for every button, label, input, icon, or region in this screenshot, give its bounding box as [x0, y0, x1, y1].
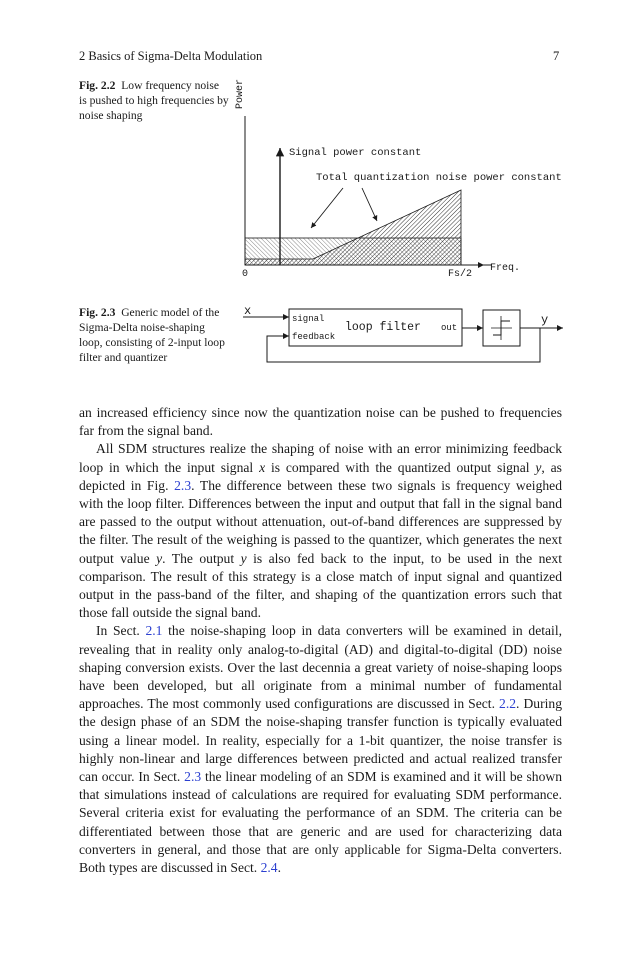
fig-2-2-caption: [79, 78, 229, 123]
output-y-label: y: [541, 313, 549, 327]
input-x-label: x: [244, 304, 252, 318]
paragraph-2: All SDM structures realize the shaping of noise with an error minimizing feedback loop in which the input signal x is compared with the quantized output signal y, as depicted in Fig. 2.3. The difference between these two signals is frequency weighed with the loop filter. Differences between the input and output that fall in the signal band are passed to the output without attenuation, out-of-band differences are suppressed by the filter. The result of the weighing is passed to the quantizer, which generates the next output value y. The output y is also fed back to the input, to be used in the next comparison. The result of this strategy is a close match of input signal and quantized output in the pass-band of the filter, and shaping of the quantization errors such that those fall outside the signal band.: [79, 441, 562, 621]
sect-ref-link[interactable]: 2.3: [184, 769, 202, 785]
fig-2-2-label: Fig. 2.2: [79, 79, 116, 92]
fig-2-2-caption-text: Low frequency noise is pushed to high frequencies by noise shaping: [79, 79, 229, 122]
out-port-label: out: [441, 323, 458, 333]
signal-power-label: Signal power constant: [289, 147, 422, 159]
sect-ref-link[interactable]: 2.1: [145, 623, 163, 639]
loop-block-diagram: [235, 300, 570, 370]
fig-2-3-caption: [79, 305, 229, 365]
noise-power-label: Total quantization noise power constant: [316, 172, 562, 184]
noise-pointer-right: [362, 188, 377, 221]
fs2-label: Fs/2: [448, 269, 473, 280]
freq-label: Freq.: [490, 263, 521, 274]
signal-port-label: signal: [292, 314, 325, 324]
noise-pointer-left: [311, 188, 343, 228]
loop-filter-label: loop filter: [345, 321, 421, 334]
page-number: 7: [553, 49, 560, 63]
feedback-port-label: feedback: [292, 332, 336, 342]
paragraph-1: an increased efficiency since now the quantization noise can be pushed to frequencies far from the signal band.: [79, 405, 562, 439]
body-text: [79, 404, 562, 877]
origin-label: 0: [242, 269, 249, 280]
running-header: 2 Basics of Sigma-Delta Modulation: [79, 49, 263, 63]
fig-2-3-caption-text: Generic model of the Sigma-Delta noise-shaping loop, consisting of 2-input loop filter and quantizer: [79, 306, 225, 364]
fig-2-3-label: Fig. 2.3: [79, 306, 116, 319]
sect-ref-link[interactable]: 2.4: [260, 860, 278, 876]
power-axis-label: Power: [235, 78, 246, 109]
sect-ref-link[interactable]: 2.2: [499, 696, 517, 712]
paragraph-3: In Sect. 2.1 the noise-shaping loop in data converters will be examined in detail, revealing that in reality only analog-to-digital (AD) and digital-to-digital (DD) noise shaping conversion exists. Over the last decennia a great variety of noise-shaping loops have been developed, but all originate from a minimal number of fundamental approaches. The most commonly used configurations are discussed in Sect. 2.2. During the design phase of an SDM the noise-shaping transfer function is typically evaluated using a linear model. In reality, especially for a 1-bit quantizer, the noise transfer is highly non-linear and large differences between predicted and actual realized transfer can occur. In Sect. 2.3 the linear modeling of an SDM is examined and it will be shown that simulations instead of calculations are required for evaluating SDM performance. Several criteria exist for evaluating the performance of an SDM. The criteria can be differentiated between those that are generic and are used for characterizing data converters in general, and those that are only applicable for Sigma-Delta converters. Both types are discussed in Sect. 2.4.: [79, 623, 562, 876]
noise-shaping-figure: [230, 76, 570, 281]
fig-ref-link[interactable]: 2.3: [174, 477, 192, 493]
